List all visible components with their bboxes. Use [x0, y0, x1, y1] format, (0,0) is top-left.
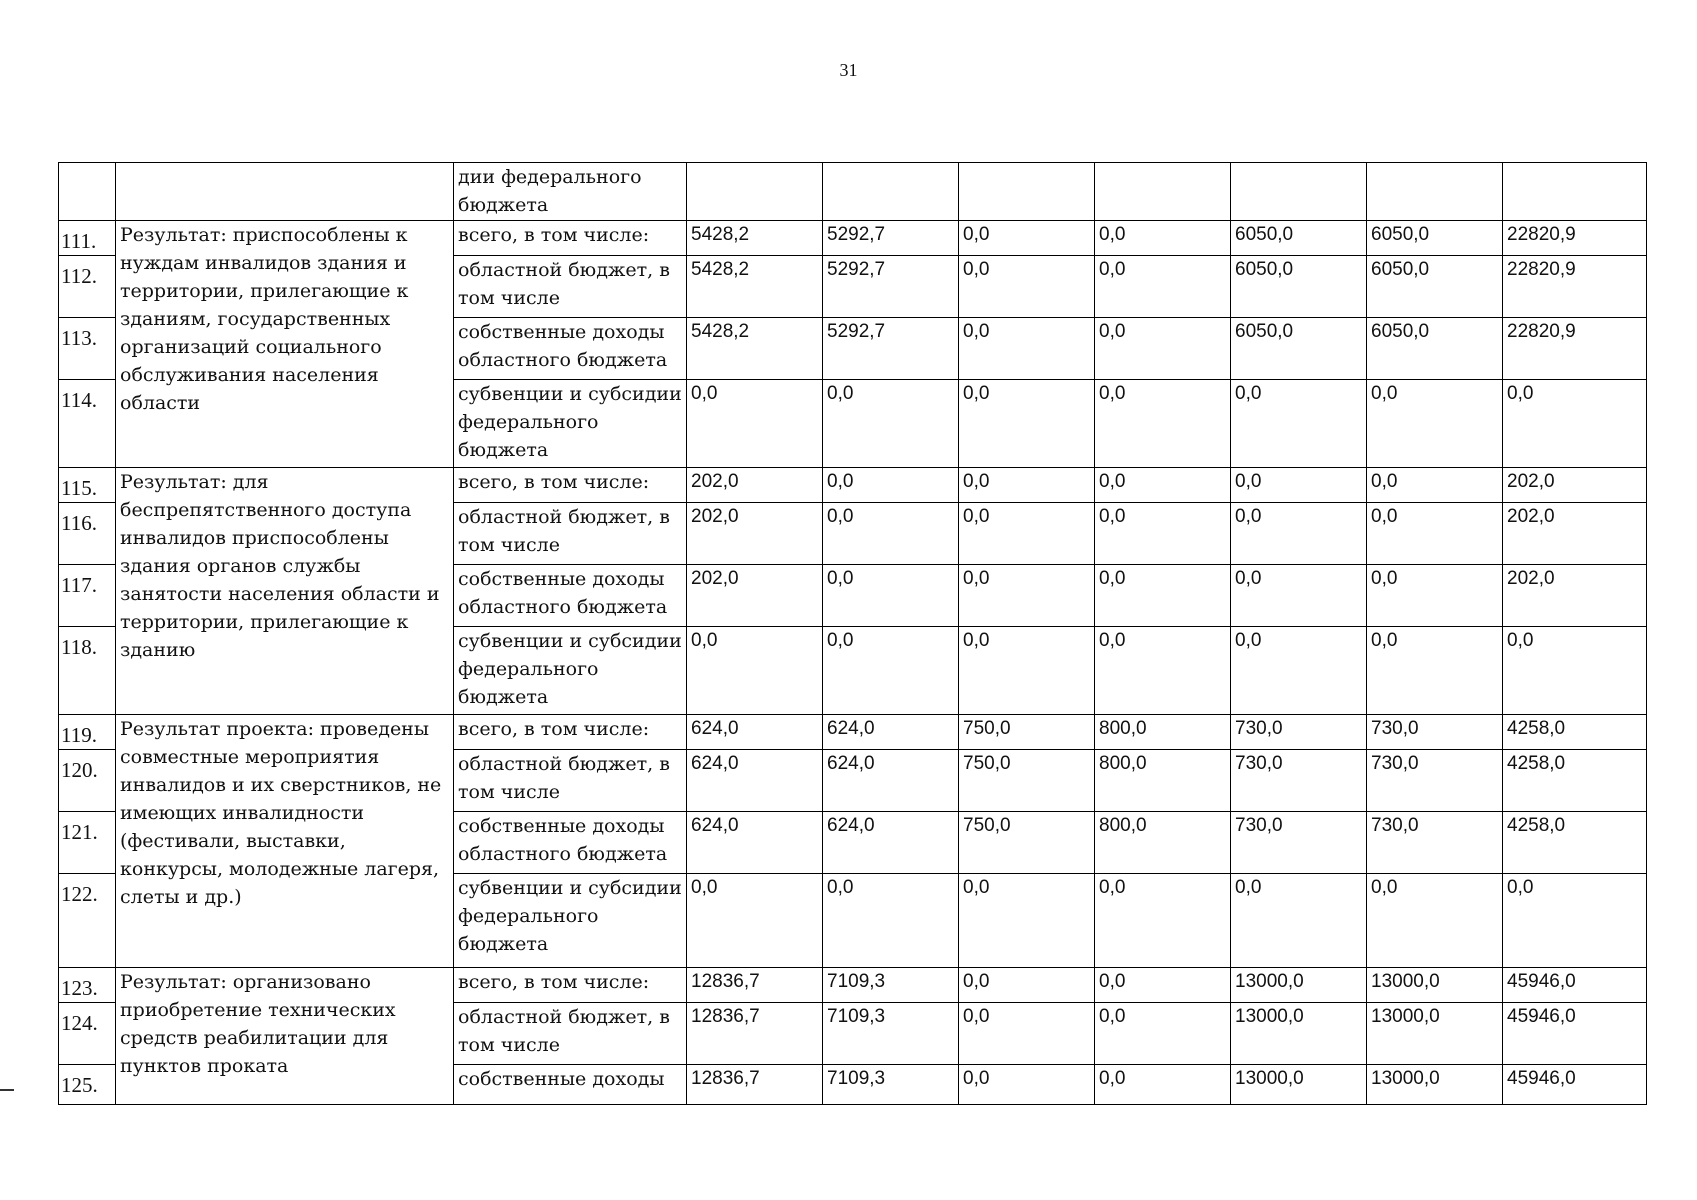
row-number-cell: 120.	[59, 750, 116, 812]
value-cell: 0,0	[959, 256, 1095, 318]
table-row	[59, 468, 1647, 503]
row-number-cell: 115.	[59, 468, 116, 503]
table-row	[59, 163, 1647, 221]
value-cell: 45946,0	[1503, 1065, 1647, 1105]
value-cell: 0,0	[959, 380, 1095, 468]
value-cell: 13000,0	[1231, 968, 1367, 1003]
value-cell: 624,0	[823, 812, 959, 874]
value-cell: 6050,0	[1367, 318, 1503, 380]
value-cell: 0,0	[1231, 565, 1367, 627]
value-cell: 4258,0	[1503, 715, 1647, 750]
funding-source-cell: всего, в том числе:	[454, 468, 687, 503]
value-cell: 5292,7	[823, 318, 959, 380]
value-cell: 800,0	[1095, 715, 1231, 750]
value-cell: 0,0	[959, 1003, 1095, 1065]
result-cell: Результат: организовано приобретение технических средств реабилитации для пунктов проката	[116, 968, 454, 1105]
value-cell: 0,0	[687, 874, 823, 968]
value-cell: 0,0	[1095, 627, 1231, 715]
value-cell: 13000,0	[1367, 1065, 1503, 1105]
value-cell: 6050,0	[1231, 318, 1367, 380]
value-cell: 6050,0	[1367, 221, 1503, 256]
value-cell: 5292,7	[823, 256, 959, 318]
value-cell: 0,0	[823, 874, 959, 968]
value-cell: 624,0	[823, 750, 959, 812]
result-cell	[116, 163, 454, 221]
value-cell: 12836,7	[687, 1065, 823, 1105]
value-cell: 730,0	[1367, 750, 1503, 812]
value-cell: 0,0	[959, 968, 1095, 1003]
row-number-cell: 123.	[59, 968, 116, 1003]
value-cell: 750,0	[959, 812, 1095, 874]
value-cell	[959, 163, 1095, 221]
value-cell: 0,0	[1367, 627, 1503, 715]
value-cell: 0,0	[959, 503, 1095, 565]
value-cell	[1503, 163, 1647, 221]
value-cell: 0,0	[959, 318, 1095, 380]
funding-source-cell: областной бюджет, в том числе	[454, 503, 687, 565]
value-cell: 0,0	[1095, 565, 1231, 627]
value-cell: 750,0	[959, 715, 1095, 750]
value-cell: 0,0	[1095, 503, 1231, 565]
value-cell: 22820,9	[1503, 221, 1647, 256]
value-cell: 202,0	[1503, 503, 1647, 565]
value-cell: 4258,0	[1503, 750, 1647, 812]
row-number-cell: 125.	[59, 1065, 116, 1105]
value-cell: 0,0	[959, 627, 1095, 715]
value-cell: 5428,2	[687, 256, 823, 318]
value-cell: 0,0	[1095, 256, 1231, 318]
value-cell: 22820,9	[1503, 318, 1647, 380]
value-cell: 12836,7	[687, 1003, 823, 1065]
value-cell: 45946,0	[1503, 1003, 1647, 1065]
row-number-cell: 124.	[59, 1003, 116, 1065]
funding-source-cell: собственные доходы областного бюджета	[454, 812, 687, 874]
value-cell	[1367, 163, 1503, 221]
value-cell: 6050,0	[1231, 256, 1367, 318]
table-row	[59, 968, 1647, 1003]
value-cell: 750,0	[959, 750, 1095, 812]
value-cell: 800,0	[1095, 812, 1231, 874]
value-cell: 0,0	[1095, 468, 1231, 503]
value-cell: 0,0	[1095, 1003, 1231, 1065]
value-cell: 0,0	[1095, 1065, 1231, 1105]
value-cell: 730,0	[1231, 715, 1367, 750]
value-cell: 5428,2	[687, 221, 823, 256]
table-row	[59, 221, 1647, 256]
result-cell: Результат проекта: проведены совместные мероприятия инвалидов и их сверстников, не имеющих инвалидности (фестивали, выставки, конкурсы, молодежные лагеря, слеты и др.)	[116, 715, 454, 968]
value-cell: 5428,2	[687, 318, 823, 380]
value-cell: 202,0	[1503, 565, 1647, 627]
value-cell: 7109,3	[823, 1065, 959, 1105]
result-cell: Результат: для беспрепятственного доступа инвалидов приспособлены здания органов службы занятости населения области и территории, прилегающие к зданию	[116, 468, 454, 715]
funding-source-cell: собственные доходы областного бюджета	[454, 318, 687, 380]
result-cell: Результат: приспособлены к нуждам инвалидов здания и территории, прилегающие к зданиям, государственных организаций социального обслуживания населения области	[116, 221, 454, 468]
value-cell: 0,0	[823, 380, 959, 468]
budget-table	[58, 162, 1647, 1105]
value-cell: 730,0	[1231, 812, 1367, 874]
value-cell: 730,0	[1231, 750, 1367, 812]
row-number-cell: 117.	[59, 565, 116, 627]
value-cell: 0,0	[1095, 318, 1231, 380]
value-cell: 0,0	[687, 380, 823, 468]
value-cell	[687, 163, 823, 221]
value-cell: 13000,0	[1231, 1003, 1367, 1065]
value-cell: 13000,0	[1367, 968, 1503, 1003]
value-cell: 0,0	[1095, 968, 1231, 1003]
value-cell: 0,0	[959, 468, 1095, 503]
funding-source-cell: собственные доходы областного бюджета	[454, 565, 687, 627]
value-cell: 0,0	[1503, 627, 1647, 715]
value-cell: 0,0	[687, 627, 823, 715]
row-number-cell: 116.	[59, 503, 116, 565]
value-cell: 7109,3	[823, 1003, 959, 1065]
page-number: 31	[839, 60, 858, 80]
value-cell: 0,0	[823, 627, 959, 715]
value-cell: 202,0	[687, 503, 823, 565]
funding-source-cell: дии федерального бюджета	[454, 163, 687, 221]
value-cell: 624,0	[687, 750, 823, 812]
value-cell: 0,0	[1367, 468, 1503, 503]
value-cell: 0,0	[1367, 380, 1503, 468]
row-number-cell: 113.	[59, 318, 116, 380]
value-cell: 12836,7	[687, 968, 823, 1003]
value-cell: 0,0	[1503, 874, 1647, 968]
row-number-cell: 119.	[59, 715, 116, 750]
value-cell: 202,0	[1503, 468, 1647, 503]
value-cell: 0,0	[959, 874, 1095, 968]
row-number-cell: 112.	[59, 256, 116, 318]
funding-source-cell: субвенции и субсидии федерального бюджета	[454, 380, 687, 468]
value-cell: 45946,0	[1503, 968, 1647, 1003]
value-cell: 0,0	[823, 565, 959, 627]
row-number-cell: 118.	[59, 627, 116, 715]
value-cell: 6050,0	[1367, 256, 1503, 318]
value-cell: 4258,0	[1503, 812, 1647, 874]
row-number-cell: 111.	[59, 221, 116, 256]
value-cell: 624,0	[823, 715, 959, 750]
value-cell	[1095, 163, 1231, 221]
row-number-cell: 122.	[59, 874, 116, 968]
funding-source-cell: всего, в том числе:	[454, 968, 687, 1003]
table-row	[59, 715, 1647, 750]
value-cell: 202,0	[687, 468, 823, 503]
value-cell: 202,0	[687, 565, 823, 627]
value-cell: 730,0	[1367, 812, 1503, 874]
funding-source-cell: областной бюджет, в том числе	[454, 750, 687, 812]
value-cell: 0,0	[1231, 380, 1367, 468]
value-cell: 0,0	[959, 565, 1095, 627]
value-cell: 800,0	[1095, 750, 1231, 812]
value-cell: 5292,7	[823, 221, 959, 256]
funding-source-cell: областной бюджет, в том числе	[454, 1003, 687, 1065]
value-cell: 0,0	[1367, 874, 1503, 968]
value-cell	[1231, 163, 1367, 221]
value-cell: 0,0	[1095, 874, 1231, 968]
value-cell: 0,0	[1231, 503, 1367, 565]
value-cell: 0,0	[959, 1065, 1095, 1105]
value-cell: 730,0	[1367, 715, 1503, 750]
value-cell: 0,0	[1367, 503, 1503, 565]
value-cell: 13000,0	[1231, 1065, 1367, 1105]
value-cell: 6050,0	[1231, 221, 1367, 256]
row-number-cell: 114.	[59, 380, 116, 468]
value-cell: 0,0	[1231, 874, 1367, 968]
value-cell: 0,0	[1367, 565, 1503, 627]
value-cell: 624,0	[687, 812, 823, 874]
edge-mark	[0, 1089, 14, 1091]
value-cell: 0,0	[1095, 221, 1231, 256]
funding-source-cell: всего, в том числе:	[454, 715, 687, 750]
funding-source-cell: субвенции и субсидии федерального бюджета	[454, 627, 687, 715]
funding-source-cell: субвенции и субсидии федерального бюджета	[454, 874, 687, 968]
funding-source-cell: собственные доходы	[454, 1065, 687, 1105]
row-number-cell: 121.	[59, 812, 116, 874]
row-number-cell	[59, 163, 116, 221]
value-cell: 624,0	[687, 715, 823, 750]
value-cell: 22820,9	[1503, 256, 1647, 318]
funding-source-cell: всего, в том числе:	[454, 221, 687, 256]
value-cell: 0,0	[823, 468, 959, 503]
value-cell: 0,0	[823, 503, 959, 565]
value-cell: 0,0	[1231, 468, 1367, 503]
value-cell: 13000,0	[1367, 1003, 1503, 1065]
value-cell: 0,0	[1095, 380, 1231, 468]
value-cell: 7109,3	[823, 968, 959, 1003]
value-cell: 0,0	[959, 221, 1095, 256]
value-cell: 0,0	[1503, 380, 1647, 468]
value-cell	[823, 163, 959, 221]
funding-source-cell: областной бюджет, в том числе	[454, 256, 687, 318]
value-cell: 0,0	[1231, 627, 1367, 715]
